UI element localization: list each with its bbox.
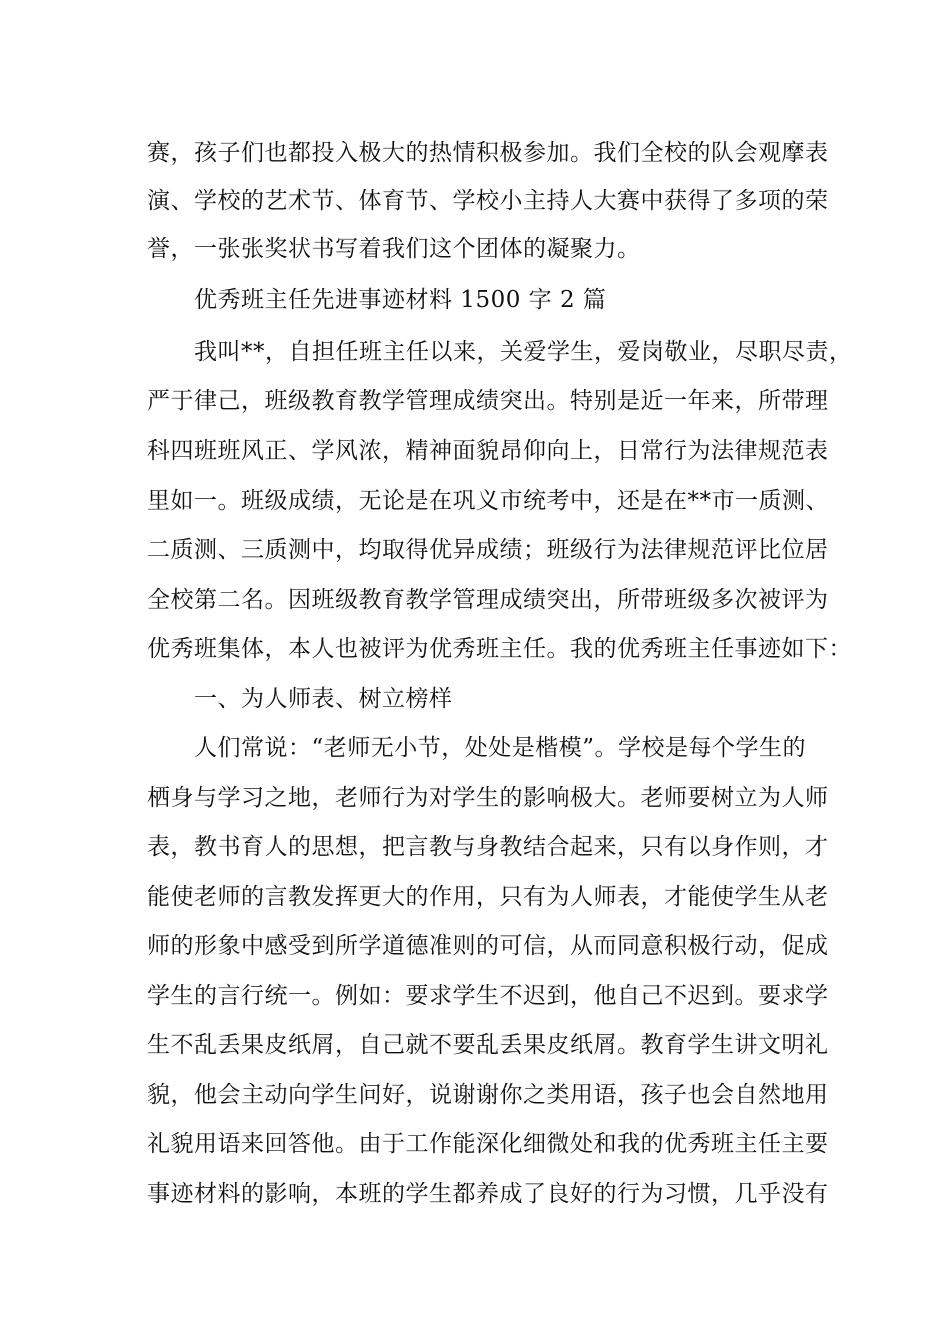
body-text-line: 表，教书育人的思想，把言教与身教结合起来，只有以身作则，才 — [147, 834, 829, 860]
body-text-line: 里如一。班级成绩，无论是在巩义市统考中，还是在**市一质测、 — [147, 488, 829, 514]
body-text-line: 人们常说：“老师无小节，处处是楷模”。学校是每个学生的 — [194, 735, 807, 761]
subsection-heading: 一、为人师表、树立榜样 — [194, 686, 453, 712]
body-text-line: 师的形象中感受到所学道德准则的可信，从而同意积极行动，促成 — [147, 933, 829, 959]
body-text-line: 事迹材料的影响，本班的学生都养成了良好的行为习惯，几乎没有 — [147, 1181, 829, 1207]
body-text-line: 赛，孩子们也都投入极大的热情积极参加。我们全校的队会观摩表 — [147, 140, 829, 166]
body-text-line: 学生的言行统一。例如：要求学生不迟到，他自己不迟到。要求学 — [147, 983, 829, 1009]
body-text-line: 演、学校的艺术节、体育节、学校小主持人大赛中获得了多项的荣 — [147, 188, 829, 214]
body-text-line: 礼貌用语来回答他。由于工作能深化细微处和我的优秀班主任主要 — [147, 1131, 829, 1157]
body-text-line: 栖身与学习之地，老师行为对学生的影响极大。老师要树立为人师 — [147, 785, 829, 811]
body-text-line: 誉，一张张奖状书写着我们这个团体的凝聚力。 — [147, 236, 641, 262]
body-text-line: 貌，他会主动向学生问好，说谢谢你之类用语，孩子也会自然地用 — [147, 1082, 829, 1108]
body-text-line: 严于律己，班级教育教学管理成绩突出。特别是近一年来，所带理 — [147, 388, 829, 414]
body-text-line: 优秀班集体，本人也被评为优秀班主任。我的优秀班主任事迹如下： — [147, 636, 852, 662]
body-text-line: 科四班班风正、学风浓，精神面貌昂仰向上，日常行为法律规范表 — [147, 438, 829, 464]
section-title: 优秀班主任先进事迹材料 1500 字 2 篇 — [194, 287, 607, 313]
body-text-line: 二质测、三质测中，均取得优异成绩；班级行为法律规范评比位居 — [147, 537, 829, 563]
body-text-line: 全校第二名。因班级教育教学管理成绩突出，所带班级多次被评为 — [147, 587, 829, 613]
body-text-line: 能使老师的言教发挥更大的作用，只有为人师表，才能使学生从老 — [147, 884, 829, 910]
body-text-line: 我叫**，自担任班主任以来，关爱学生，爱岗敬业，尽职尽责， — [194, 339, 853, 365]
body-text-line: 生不乱丢果皮纸屑，自己就不要乱丢果皮纸屑。教育学生讲文明礼 — [147, 1032, 829, 1058]
